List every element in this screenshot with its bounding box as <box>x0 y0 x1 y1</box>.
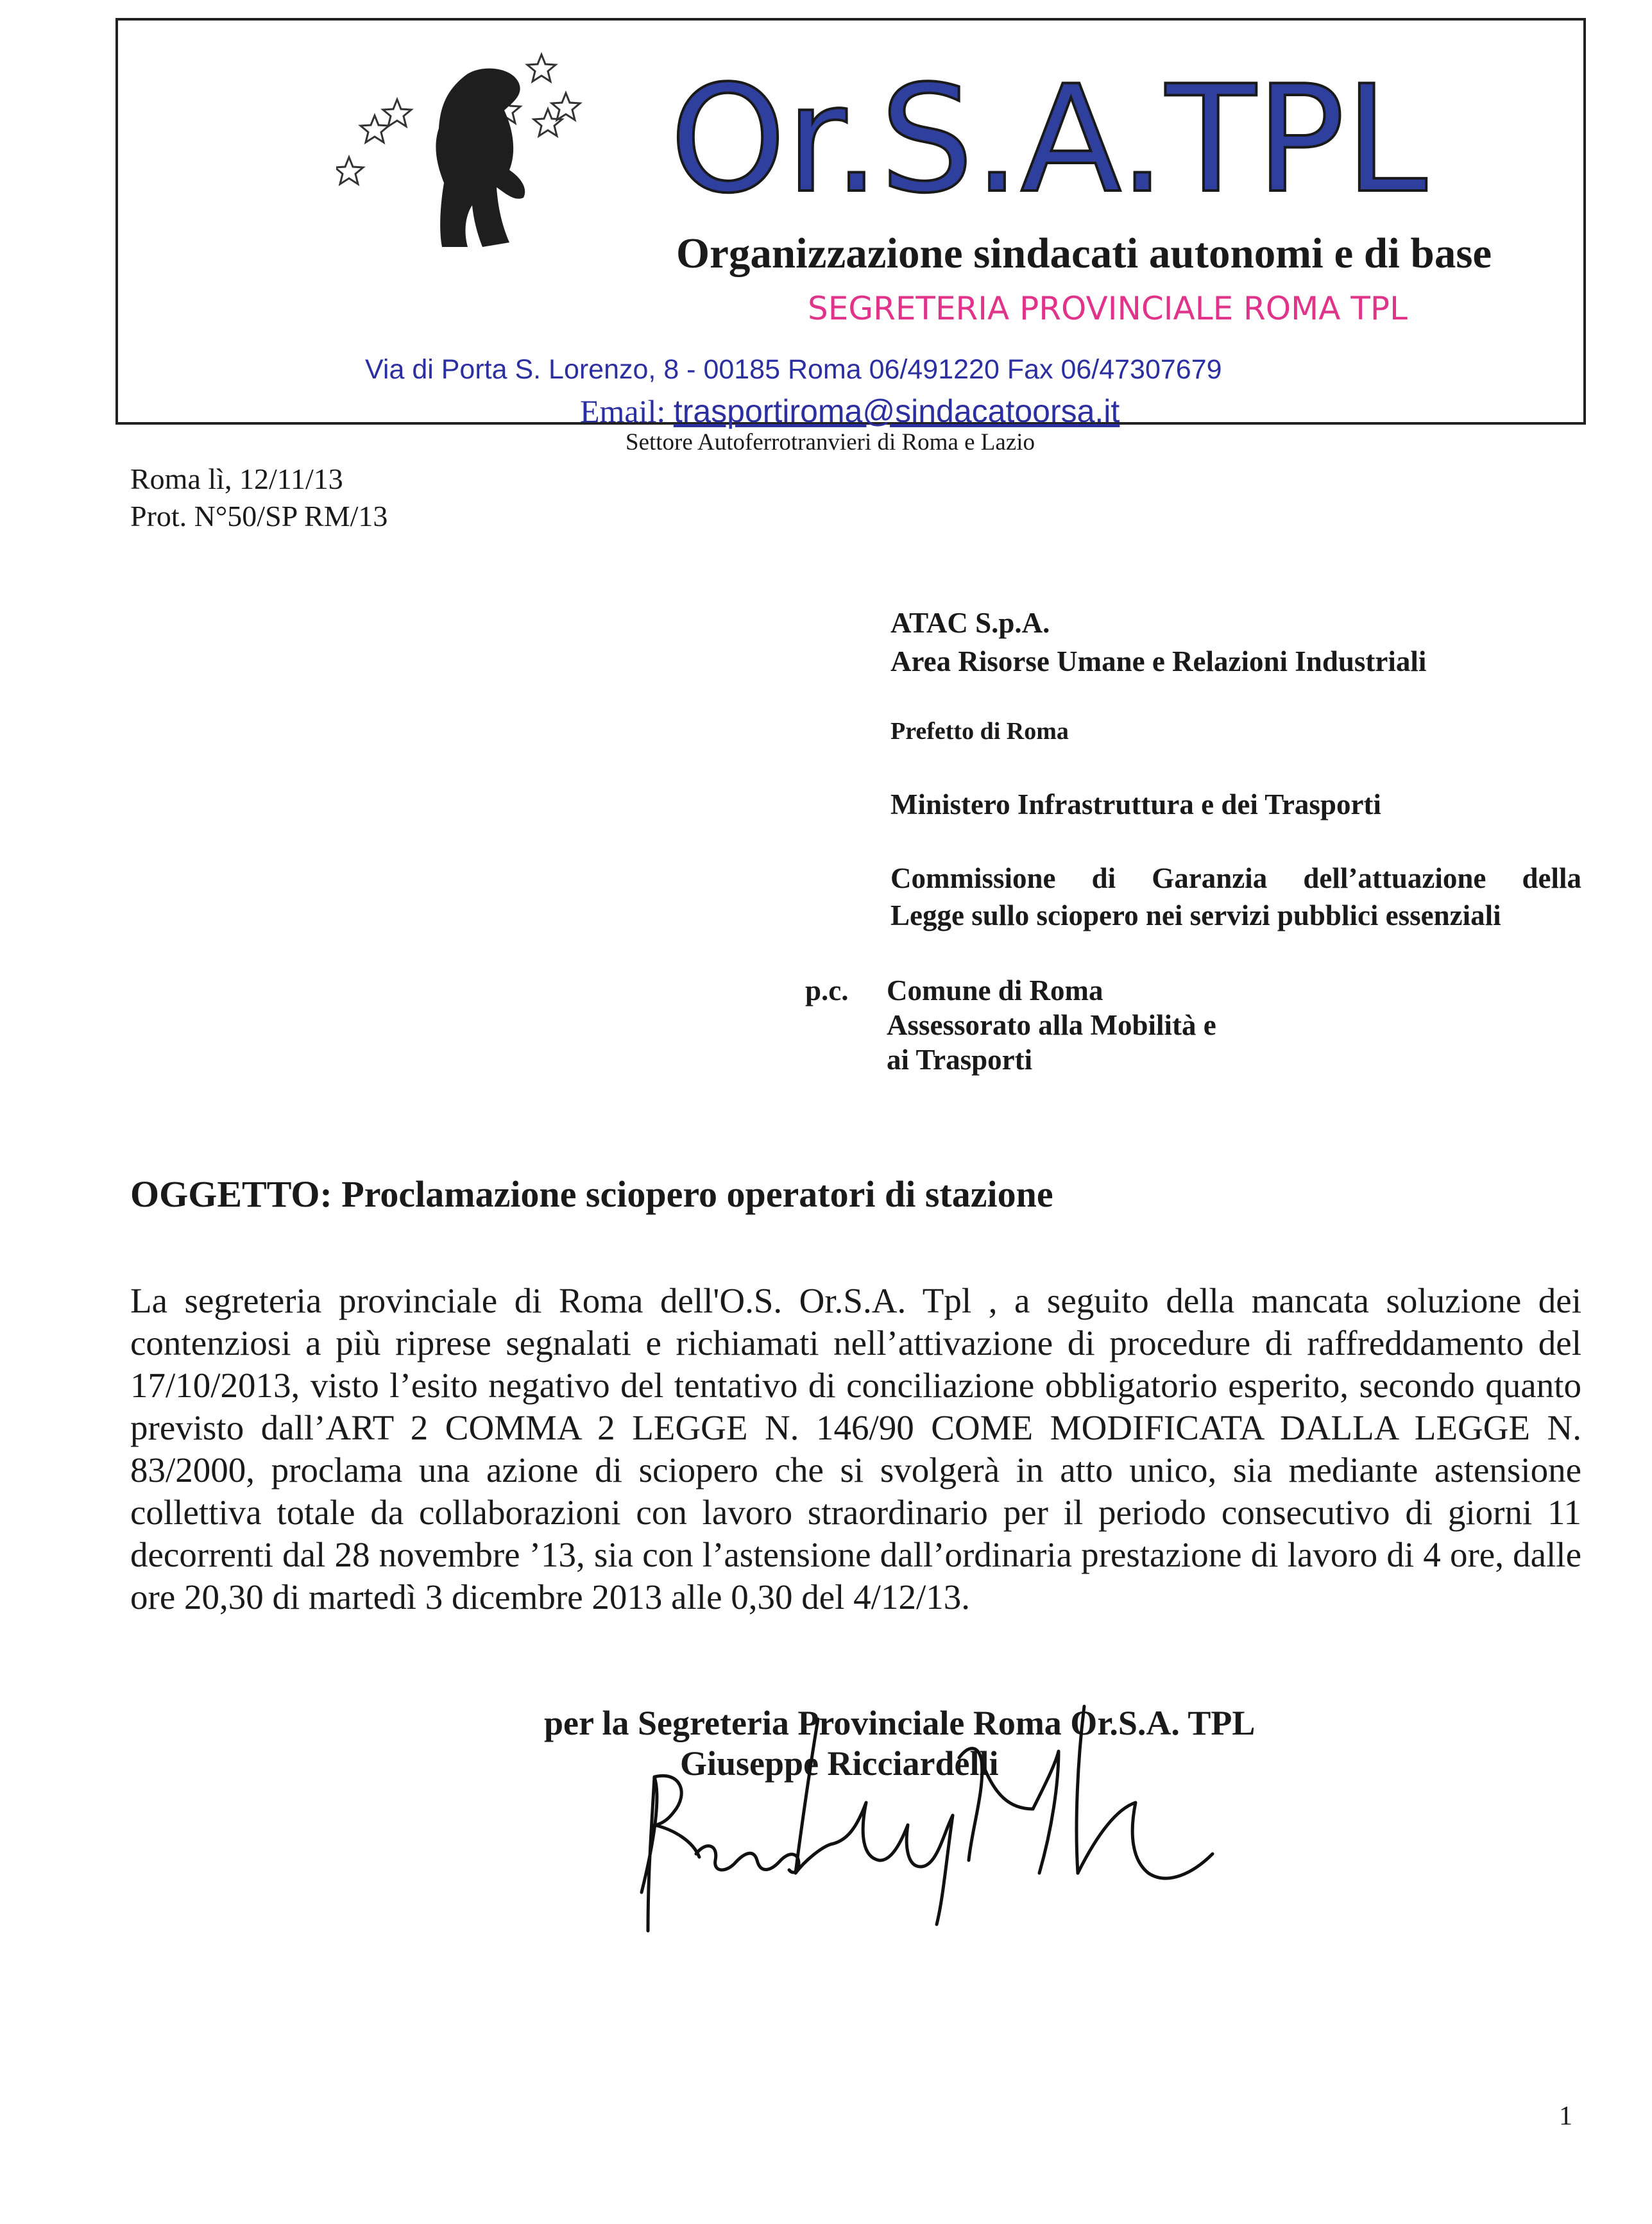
svg-text:Or.S.A.TPL: Or.S.A.TPL <box>670 59 1427 226</box>
star-icon <box>527 55 556 81</box>
pc-label: p.c. <box>805 974 849 1006</box>
email-label: Email: <box>580 393 666 429</box>
commissione-line1-text: Commissione di Garanzia dell’attuazione della <box>890 862 1581 894</box>
star-icon <box>383 99 411 126</box>
recipient-ministero: Ministero Infrastruttura e dei Trasporti <box>890 788 1381 820</box>
body-paragraph: La segreteria provinciale di Roma dell'O.S. Or.S.A. Tpl , a seguito della mancata soluzione dei contenziosi a più riprese segnalati e richiamati nell’attivazione di procedure di raffreddamento del 17/10/2013, visto l’esito negativo del tentativo di conciliazione obbligatorio esperito, secondo quanto previsto dall’ART 2 COMMA 2 LEGGE N. 146/90 COME MODIFICATA DALLA LEGGE N. 83/2000, proclama una azione di sciopero che si svolgerà in atto unico, sia mediante astensione collettiva totale da collaborazioni con lavoro straordinario per il periodo consecutivo di giorni 11 decorrenti dal 28 novembre ’13, sia con l’astensione dall’ordinaria prestazione di lavoro di 4 ore, dalle ore 20,30 di martedì 3 dicembre 2013 alle 0,30 del 4/12/13. <box>130 1281 1581 1617</box>
recipient-commissione-line1 <box>890 862 1581 895</box>
segreteria-heading: SEGRETERIA PROVINCIALE ROMA TPL <box>808 290 1408 327</box>
recipient-atac-area: Area Risorse Umane e Relazioni Industriali <box>890 645 1427 677</box>
settore-line: Settore Autoferrotranvieri di Roma e Lazio <box>626 429 1035 455</box>
address-line: Via di Porta S. Lorenzo, 8 - 00185 Roma 06/491220 Fax 06/47307679 <box>365 354 1222 385</box>
recipient-commissione-line2: Legge sullo sciopero nei servizi pubblici essenziali <box>890 899 1501 931</box>
star-icon <box>361 115 389 142</box>
recipient-comune: Comune di Roma <box>887 974 1103 1006</box>
organization-subtitle: Organizzazione sindacati autonomi e di base <box>676 230 1492 277</box>
letterhead <box>115 18 1586 429</box>
letter-date: Roma lì, 12/11/13 <box>130 463 343 495</box>
subject-text: Proclamazione sciopero operatori di stazione <box>341 1173 1053 1215</box>
email-line <box>580 393 1120 430</box>
star-icon <box>336 157 363 184</box>
handwritten-signature <box>635 1681 1238 1944</box>
signatory-name: Giuseppe Ricciardelli <box>680 1744 999 1783</box>
subject-label: OGGETTO: <box>130 1173 332 1215</box>
bear-silhouette <box>436 69 525 247</box>
email-link[interactable]: trasportiroma@sindacatoorsa.it <box>673 393 1120 429</box>
recipient-assessorato-line1: Assessorato alla Mobilità e <box>887 1009 1216 1041</box>
star-icon <box>552 93 580 120</box>
subject-line <box>130 1173 1053 1216</box>
page-number: 1 <box>1559 2101 1572 2131</box>
recipient-assessorato-line2: ai Trasporti <box>887 1044 1033 1076</box>
brand-logo-text <box>670 59 1594 226</box>
recipient-atac: ATAC S.p.A. <box>890 607 1050 639</box>
closing-line: per la Segreteria Provinciale Roma Or.S.A. TPL <box>544 1704 1256 1742</box>
protocol-number: Prot. N°50/SP RM/13 <box>130 500 388 532</box>
recipient-prefetto: Prefetto di Roma <box>890 718 1069 745</box>
